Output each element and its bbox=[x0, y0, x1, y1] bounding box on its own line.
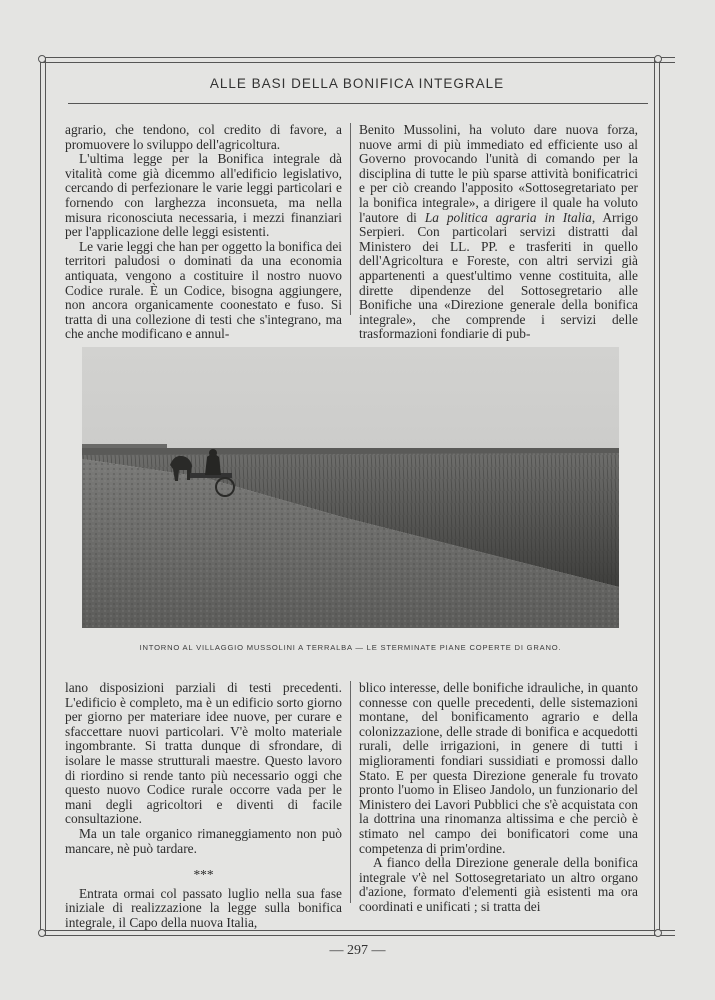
paragraph: lano disposizioni parziali di testi precedenti. L'edificio è completo, ma è un edificio sorto giorno per giorno per materiare idee nuove, per curare e sfaccettare nuovi particolari. V'è molto materiale ingombrante. Si tratta dunque di sfrondare, di isolare le masse strutturali maestre. Questo lavoro di riordino si rende tanto più necessario oggi che questo nuovo Codice rurale occorre vada per le mani degli agricoltori e diventi di facile consultazione. bbox=[65, 680, 342, 827]
frame-right-border bbox=[654, 57, 660, 935]
text-column-bottom-left bbox=[65, 681, 342, 931]
running-header: ALLE BASI DELLA BONIFICA INTEGRALE bbox=[209, 76, 505, 91]
paragraph-text: , Arrigo Serpieri. Con particolari servizi distratti dal Ministero dei LL. PP. e trasferiti in quello dell'Agricoltura e Foreste, con altri servizi già appartenenti a quest'ultimo venne costituita, alle dirette dipendenze del Sottosegretario alle Bonifiche una «Direzione generale della bonifica integrale», che comprende i servizi delle trasformazioni fondiarie di pub- bbox=[359, 209, 639, 342]
frame-left-border bbox=[40, 57, 46, 935]
frame-top-border bbox=[40, 57, 675, 63]
column-divider bbox=[350, 123, 351, 315]
section-break: *** bbox=[193, 867, 214, 883]
paragraph-text: Benito Mussolini, ha voluto dare nuova forza, nuove armi di più immediato ed efficiente uso al Governo provocando l'unità di comando per la disciplina di tutte le più sparse attività bonificatrici e per ciò creando l'apposito «Sottosegretariato per la bonifica integrale», a dirigere il quale ha voluto l'autore di bbox=[359, 122, 638, 225]
paragraph: blico interesse, delle bonifiche idrauliche, in quanto connesse con quelle precedenti, delle sistemazioni montane, del bonificamento agrario e della colonizzazione, delle strade di bonifica e acquedotti rurali, delle irrigazioni, in genere di tutti i miglioramenti fondiari sussidiati e promossi dallo Stato. E per questa Direzione generale fu trovato pronto l'uomo in Eliseo Jandolo, un funzionario del Ministero dei Lavori Pubblici che s'è acquistata con la dottrina una rinomanza altissima e che perciò è stimato nel campo dei bonificatori come una competenza di prim'ordine. bbox=[359, 680, 638, 856]
photo-wheat-field bbox=[82, 347, 619, 628]
paragraph: Ma un tale organico rimaneggiamento non può mancare, nè può tardare. bbox=[65, 825, 342, 856]
paragraph: Le varie leggi che han per oggetto la bonifica dei territori paludosi o dominati da una economia antiquata, vengono a costituire il nostro nuovo Codice rurale. È un Codice, bisogna aggiungere, non ancora organicamente coonestato e fuso. Si tratta di una collezione di testi che s'integrano, ma che anche modificano e annul- bbox=[65, 238, 342, 342]
book-title: La politica agraria in Italia bbox=[424, 209, 592, 225]
text-column-top-left bbox=[65, 123, 342, 342]
frame-corner-ornament bbox=[38, 55, 46, 63]
text-column-top-right bbox=[359, 123, 638, 342]
column-divider bbox=[350, 681, 351, 903]
paragraph: agrario, che tendono, col credito di favore, a promuovere lo sviluppo dell'agricoltura. bbox=[65, 122, 342, 152]
frame-corner-ornament bbox=[38, 929, 46, 937]
photo-caption: INTORNO AL VILLAGGIO MUSSOLINI A TERRALBA — LE STERMINATE PIANE COPERTE DI GRANO. bbox=[139, 643, 562, 652]
text-column-bottom-right bbox=[359, 681, 638, 915]
frame-bottom-border bbox=[40, 930, 675, 936]
frame-corner-ornament bbox=[654, 929, 662, 937]
header-rule bbox=[68, 103, 648, 104]
page-number: — 297 — bbox=[329, 943, 386, 958]
paragraph: Entrata ormai col passato luglio nella sua fase iniziale di realizzazione la legge sulla bonifica integrale, il Capo della nuova Italia, bbox=[65, 885, 342, 930]
wheat-field-image bbox=[82, 347, 619, 628]
paragraph bbox=[359, 123, 638, 342]
paragraph: A fianco della Direzione generale della bonifica integrale v'è nel Sottosegretariato un altro organo d'azione, formato d'elementi già esistenti ma ora coordinati e unificati ; si tratta dei bbox=[359, 855, 638, 914]
frame-corner-ornament bbox=[654, 55, 662, 63]
paragraph: L'ultima legge per la Bonifica integrale dà vitalità come già dicemmo all'edificio legislativo, cercando di perfezionare le varie leggi particolari e fornendo con larghezza inconsueta, ma nella misura riconosciuta necessaria, i mezzi finanziari per l'applicazione delle leggi esistenti. bbox=[65, 151, 342, 240]
